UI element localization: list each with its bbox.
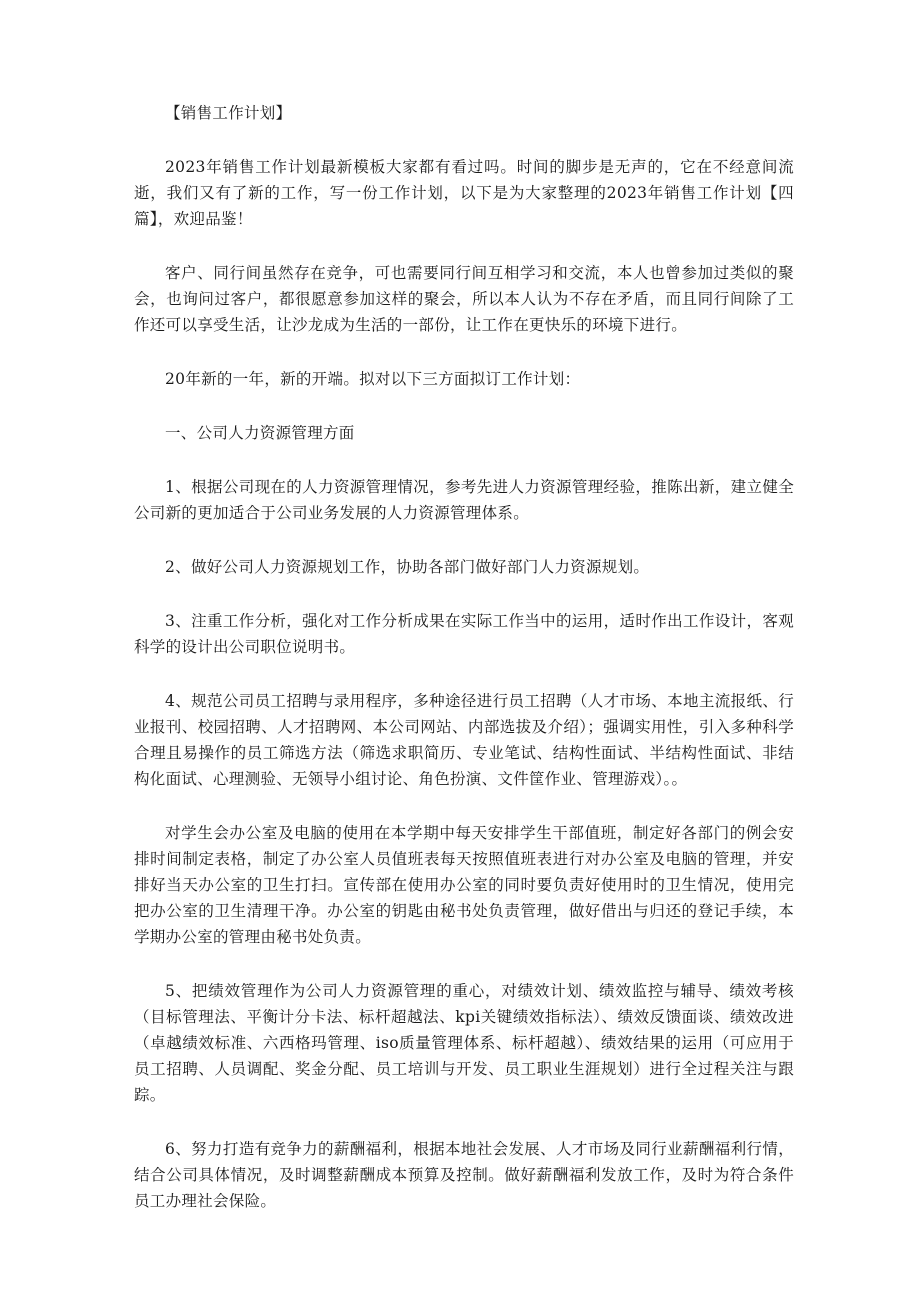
list-item-2: 2、做好公司人力资源规划工作，协助各部门做好部门人力资源规划。 — [165, 558, 650, 576]
list-item-5: 5、把绩效管理作为公司人力资源管理的重心，对绩效计划、绩效监控与辅导、绩效考核（目标管理法、平衡计分卡法、标杆超越法、kpi关键绩效指标法）、绩效反馈面谈、绩效改进（卓越绩效标准、六西格玛管理、iso质量管理体系、标杆超越）、绩效结果的运用（可应用于员工招聘、人员调配、奖金分配、员工培训与开发、员工职业生涯规划）进行全过程关注与跟踪。 — [134, 982, 794, 1104]
list-item-3: 3、注重工作分析，强化对工作分析成果在实际工作当中的运用，适时作出工作设计，客观科学的设计出公司职位说明书。 — [134, 612, 794, 656]
list-item-6: 6、努力打造有竞争力的薪酬福利，根据本地社会发展、人才市场及同行业薪酬福利行情，结合公司具体情况，及时调整薪酬成本预算及控制。做好薪酬福利发放工作，及时为符合条件员工办理社会保险。 — [134, 1140, 794, 1210]
section-heading-hr: 一、公司人力资源管理方面 — [165, 424, 355, 442]
paragraph-competition: 客户、同行间虽然存在竞争，可也需要同行间互相学习和交流，本人也曾参加过类似的聚会，也询问过客户，都很愿意参加这样的聚会，所以本人认为不存在矛盾，而且同行间除了工作还可以享受生活，让沙龙成为生活的一部份，让工作在更快乐的环境下进行。 — [134, 264, 794, 334]
paragraph-new-year: 20年新的一年，新的开端。拟对以下三方面拟订工作计划： — [165, 370, 581, 388]
paragraph-office-management: 对学生会办公室及电脑的使用在本学期中每天安排学生干部值班，制定好各部门的例会安排时间制定表格，制定了办公室人员值班表每天按照值班表进行对办公室及电脑的管理，并安排好当天办公室的卫生打扫。宣传部在使用办公室的同时要负责好使用时的卫生情况，使用完把办公室的卫生清理干净。办公室的钥匙由秘书处负责管理，做好借出与归还的登记手续，本学期办公室的管理由秘书处负责。 — [134, 824, 794, 946]
list-item-1: 1、根据公司现在的人力资源管理情况，参考先进人力资源管理经验，推陈出新，建立健全公司新的更加适合于公司业务发展的人力资源管理体系。 — [134, 478, 794, 522]
document-title: 【销售工作计划】 — [165, 104, 292, 122]
document-page — [134, 100, 794, 1242]
list-item-4: 4、规范公司员工招聘与录用程序，多种途径进行员工招聘（人才市场、本地主流报纸、行业报刊、校园招聘、人才招聘网、本公司网站、内部选拔及介绍）；强调实用性，引入多种科学合理且易操作的员工筛选方法（筛选求职简历、专业笔试、结构性面试、半结构性面试、非结构化面试、心理测验、无领导小组讨论、角色扮演、文件筐作业、管理游戏）。。 — [134, 692, 794, 788]
intro-paragraph: 2023年销售工作计划最新模板大家都有看过吗。时间的脚步是无声的，它在不经意间流逝，我们又有了新的工作，写一份工作计划，以下是为大家整理的2023年销售工作计划【四篇】，欢迎品鉴！ — [134, 158, 794, 228]
